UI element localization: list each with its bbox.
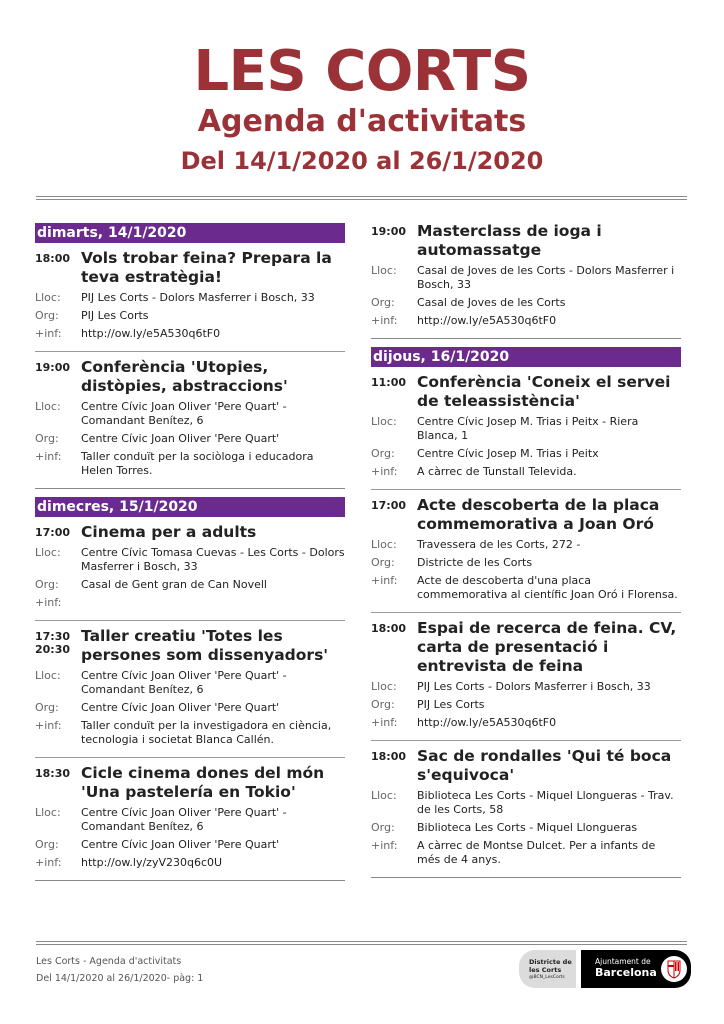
- event-organizer: Casal de Joves de les Corts: [417, 296, 566, 309]
- org-label: Org:: [371, 821, 395, 834]
- event-title: Conferència 'Utopies, distòpies, abstraccions': [81, 358, 288, 395]
- info-label: +inf:: [371, 839, 398, 852]
- lloc-label: Lloc:: [35, 291, 61, 304]
- lloc-label: Lloc:: [35, 546, 61, 559]
- event-title: Cinema per a adults: [81, 523, 257, 541]
- org-label: Org:: [35, 578, 59, 591]
- org-label: Org:: [371, 296, 395, 309]
- event-location: Travessera de les Corts, 272 -: [417, 538, 581, 551]
- date-range: Del 14/1/2020 al 26/1/2020: [180, 147, 544, 175]
- event-info-link[interactable]: http://ow.ly/e5A530q6tF0: [417, 716, 557, 729]
- event: [35, 764, 345, 881]
- district-logo-line1: Districte de: [529, 958, 572, 966]
- event-end-time: 20:30: [35, 643, 71, 656]
- district-logo: [519, 950, 576, 988]
- info-label: +inf:: [35, 450, 62, 463]
- info-label: +inf:: [35, 856, 62, 869]
- event-time: 19:00: [371, 225, 407, 238]
- event-time: 11:00: [371, 376, 407, 389]
- event-info-link[interactable]: http://ow.ly/e5A530q6tF0: [417, 314, 557, 327]
- event-location: Biblioteca Les Corts - Miquel Llongueras - Trav. de les Corts, 58: [417, 789, 674, 816]
- lloc-label: Lloc:: [371, 538, 397, 551]
- event-info: Taller conduït per la investigadora en ciència, tecnologia i societat Blanca Callén.: [81, 719, 332, 746]
- event-location: PIJ Les Corts - Dolors Masferrer i Bosch, 33: [81, 291, 315, 304]
- event: [35, 627, 345, 758]
- event-location: Centre Cívic Joan Oliver 'Pere Quart' - Comandant Benítez, 6: [81, 806, 287, 833]
- left-column: [35, 222, 345, 887]
- org-label: Org:: [371, 447, 395, 460]
- event-time: 19:00: [35, 361, 71, 374]
- event-organizer: PIJ Les Corts: [81, 309, 149, 322]
- lloc-label: Lloc:: [371, 264, 397, 277]
- event-info: A càrrec de Tunstall Televida.: [417, 465, 577, 478]
- event-organizer: Casal de Gent gran de Can Novell: [81, 578, 267, 591]
- event-location: Casal de Joves de les Corts - Dolors Masferrer i Bosch, 33: [417, 264, 675, 291]
- info-label: +inf:: [35, 327, 62, 340]
- event: [371, 747, 681, 878]
- header-divider: [36, 196, 687, 200]
- lloc-label: Lloc:: [371, 680, 397, 693]
- day-header: dimarts, 14/1/2020: [35, 223, 345, 243]
- event-location: Centre Cívic Josep M. Trias i Peitx - Riera Blanca, 1: [417, 415, 639, 442]
- event-time: [35, 627, 81, 665]
- event-time: 17:00: [35, 526, 71, 539]
- org-label: Org:: [35, 309, 59, 322]
- event-title: Taller creatiu 'Totes les persones som dissenyadors': [81, 627, 329, 664]
- lloc-label: Lloc:: [35, 669, 61, 682]
- footer-title: Les Corts - Agenda d'activitats: [36, 956, 182, 967]
- info-label: +inf:: [371, 465, 398, 478]
- event: [35, 523, 345, 621]
- event-info: Taller conduït per la sociòloga i educadora Helen Torres.: [81, 450, 314, 477]
- info-label: +inf:: [35, 596, 62, 609]
- event: [371, 373, 681, 490]
- event-info: A càrrec de Montse Dulcet. Per a infants de més de 4 anys.: [417, 839, 656, 866]
- city-logo-line1: Ajuntament de: [595, 957, 651, 966]
- page-title: LES CORTS: [193, 39, 531, 104]
- event: [35, 358, 345, 489]
- event-title: Vols trobar feina? Prepara la teva estratègia!: [81, 249, 332, 286]
- event: [371, 496, 681, 613]
- event-organizer: Centre Cívic Joan Oliver 'Pere Quart': [81, 432, 280, 445]
- city-logo-line2: Barcelona: [595, 966, 657, 979]
- footer-divider: [36, 941, 687, 945]
- lloc-label: Lloc:: [371, 415, 397, 428]
- event-location: Centre Cívic Joan Oliver 'Pere Quart' - Comandant Benítez, 6: [81, 400, 287, 427]
- district-logo-line2: les Corts: [529, 966, 562, 974]
- event-time: 17:00: [371, 499, 407, 512]
- district-logo-handle: @BCN_LesCorts: [529, 975, 565, 980]
- lloc-label: Lloc:: [35, 806, 61, 819]
- event-organizer: PIJ Les Corts: [417, 698, 485, 711]
- event-time: 18:00: [371, 750, 407, 763]
- event-organizer: Centre Cívic Josep M. Trias i Peitx: [417, 447, 599, 460]
- event-title: Acte descoberta de la placa commemorativa a Joan Oró: [417, 496, 660, 533]
- event: [371, 619, 681, 741]
- event-time: 18:00: [35, 252, 71, 265]
- event: [371, 222, 681, 339]
- event-title: Cicle cinema dones del món 'Una pastelería en Tokio': [81, 764, 325, 801]
- org-label: Org:: [371, 698, 395, 711]
- info-label: +inf:: [35, 719, 62, 732]
- org-label: Org:: [371, 556, 395, 569]
- org-label: Org:: [35, 838, 59, 851]
- event-location: PIJ Les Corts - Dolors Masferrer i Bosch, 33: [417, 680, 651, 693]
- event-location: Centre Cívic Tomasa Cuevas - Les Corts - Dolors Masferrer i Bosch, 33: [81, 546, 345, 573]
- lloc-label: Lloc:: [371, 789, 397, 802]
- event-info: [81, 596, 345, 610]
- day-header: dijous, 16/1/2020: [371, 347, 681, 367]
- info-label: +inf:: [371, 314, 398, 327]
- event-time: 18:30: [35, 767, 71, 780]
- event-organizer: Districte de les Corts: [417, 556, 533, 569]
- info-label: +inf:: [371, 716, 398, 729]
- event-title: Espai de recerca de feina. CV, carta de presentació i entrevista de feina: [417, 619, 677, 675]
- footer-page: Del 14/1/2020 al 26/1/2020- pàg: 1: [36, 973, 204, 984]
- event-info-link[interactable]: http://ow.ly/e5A530q6tF0: [81, 327, 221, 340]
- info-label: +inf:: [371, 574, 398, 587]
- event-organizer: Biblioteca Les Corts - Miquel Llongueras: [417, 821, 638, 834]
- org-label: Org:: [35, 701, 59, 714]
- event-organizer: Centre Cívic Joan Oliver 'Pere Quart': [81, 701, 280, 714]
- page-subtitle: Agenda d'activitats: [197, 104, 527, 139]
- barcelona-shield-icon: [661, 956, 687, 982]
- org-label: Org:: [35, 432, 59, 445]
- event-organizer: Centre Cívic Joan Oliver 'Pere Quart': [81, 838, 280, 851]
- event-title: Sac de rondalles 'Qui té boca s'equivoca': [417, 747, 672, 784]
- day-header: dimecres, 15/1/2020: [35, 497, 345, 517]
- city-logo: [581, 950, 691, 988]
- event-start-time: 17:30: [35, 630, 71, 643]
- event-info-link[interactable]: http://ow.ly/zyV230q6c0U: [81, 856, 223, 869]
- event-location: Centre Cívic Joan Oliver 'Pere Quart' - Comandant Benítez, 6: [81, 669, 287, 696]
- right-column: [371, 222, 681, 884]
- event-title: Conferència 'Coneix el servei de teleassistència': [417, 373, 671, 410]
- event: [35, 249, 345, 352]
- event-time: 18:00: [371, 622, 407, 635]
- lloc-label: Lloc:: [35, 400, 61, 413]
- event-title: Masterclass de ioga i automassatge: [417, 222, 602, 259]
- event-info: Acte de descoberta d'una placa commemorativa al científic Joan Oró i Florensa.: [417, 574, 678, 601]
